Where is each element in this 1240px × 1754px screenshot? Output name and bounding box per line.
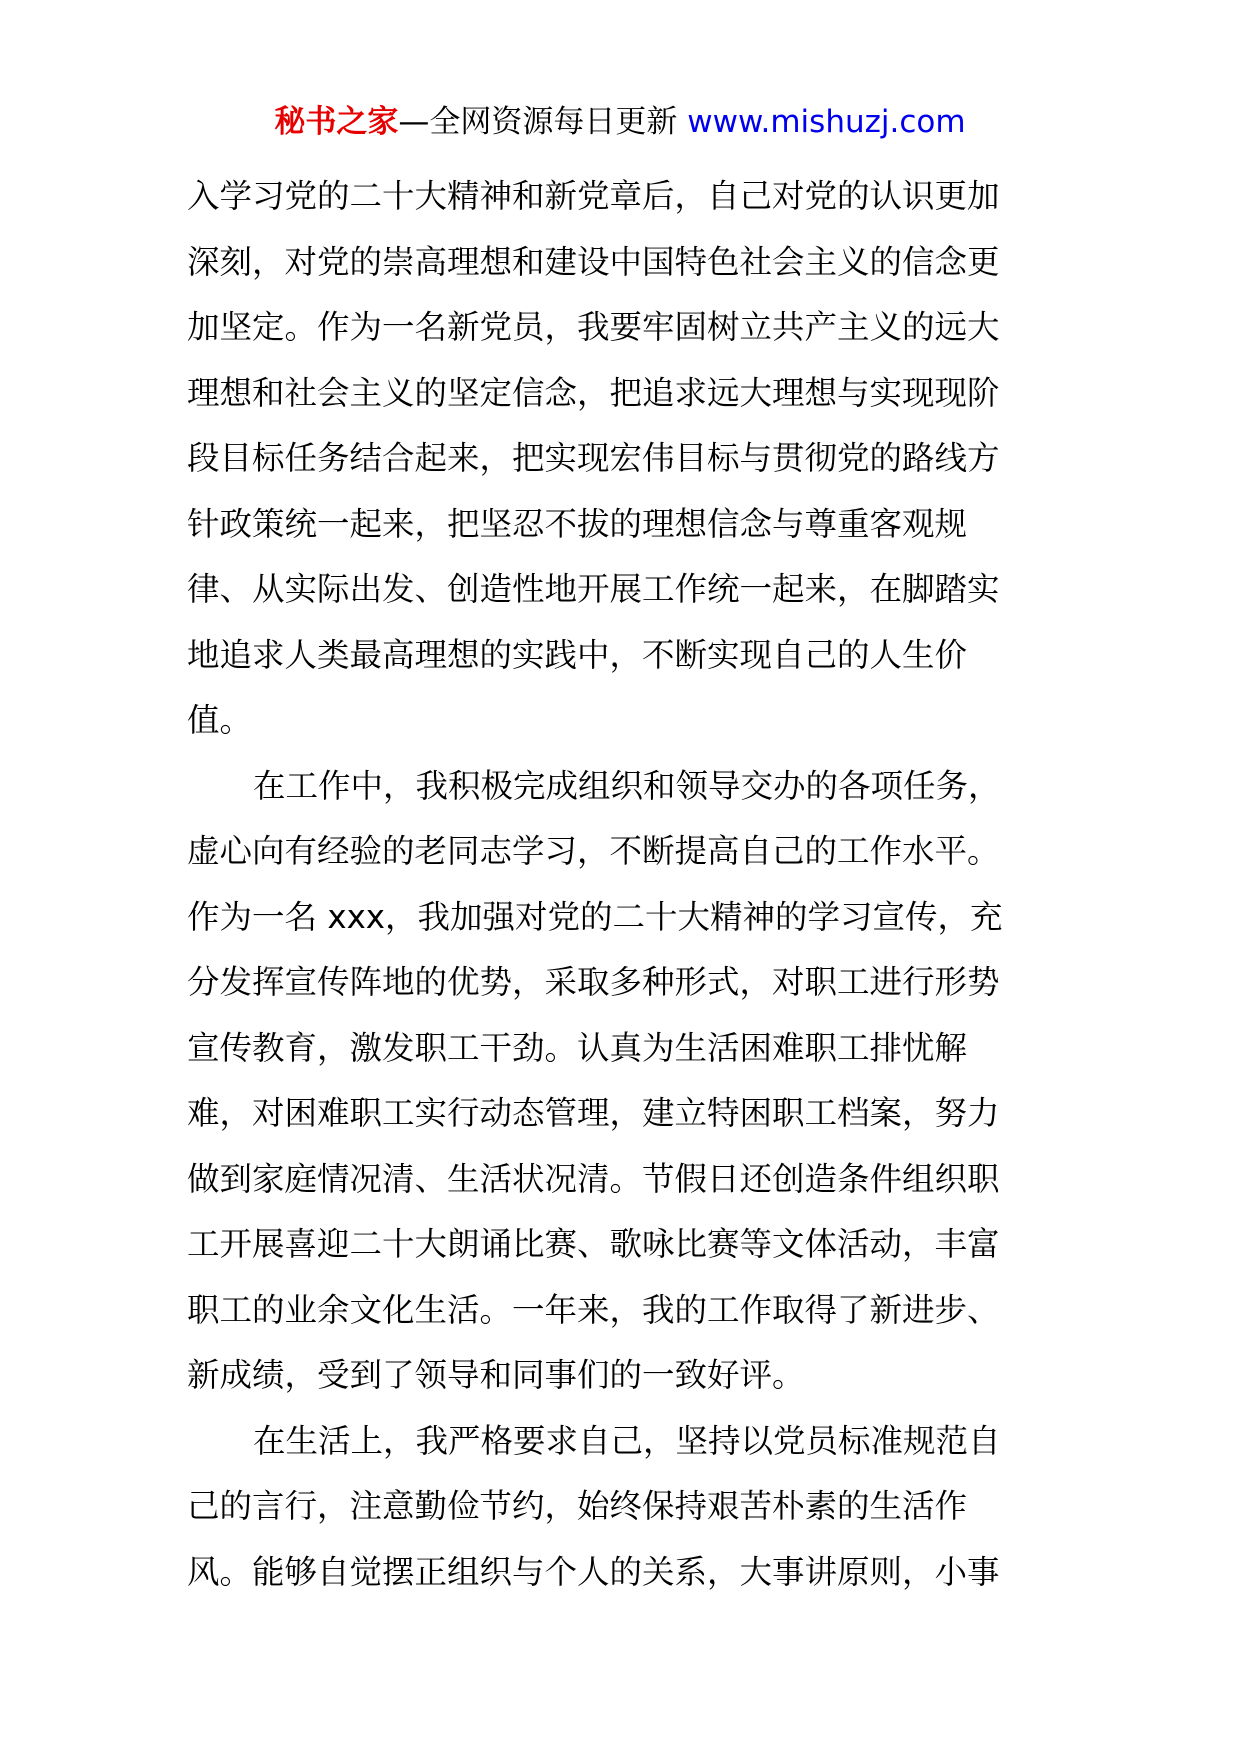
text-line: 地追求人类最高理想的实践中，不断实现自己的人生价	[187, 635, 968, 674]
text-line: 入学习党的二十大精神和新党章后，自己对党的认识更加	[187, 177, 1000, 215]
text-line: 风。能够自觉摆正组织与个人的关系，大事讲原则，小事	[187, 1552, 1000, 1591]
text-line: 深刻，对党的崇高理想和建设中国特色社会主义的信念更	[187, 242, 1000, 281]
text-line: 段目标任务结合起来，把实现宏伟目标与贯彻党的路线方	[187, 439, 1000, 477]
text-line: 律、从实际出发、创造性地开展工作统一起来，在脚踏实	[187, 570, 1000, 608]
text-line: 加坚定。作为一名新党员，我要牢固树立共产主义的远大	[187, 308, 1000, 346]
text-line: 做到家庭情况清、生活状况清。节假日还创造条件组织职	[187, 1159, 1000, 1198]
site-url[interactable]: www.mishuzj.com	[687, 104, 966, 140]
text-line: 分发挥宣传阵地的优势，采取多种形式，对职工进行形势	[187, 963, 1000, 1001]
text-line: 难，对困难职工实行动态管理，建立特困职工档案，努力	[187, 1094, 1000, 1132]
text-line: 职工的业余文化生活。一年来，我的工作取得了新进步、	[187, 1290, 1000, 1329]
header-slogan: —全网资源每日更新	[398, 104, 678, 140]
page-header	[0, 98, 1240, 146]
text-line: 理想和社会主义的坚定信念，把追求远大理想与实现现阶	[187, 373, 1000, 412]
text-line: 工开展喜迎二十大朗诵比赛、歌咏比赛等文体活动，丰富	[187, 1225, 1000, 1263]
text-line: 针政策统一起来，把坚忍不拔的理想信念与尊重客观规	[187, 504, 968, 543]
text-line: 作为一名 xxx，我加强对党的二十大精神的学习宣传，充	[187, 897, 1003, 936]
brand-name: 秘书之家	[274, 104, 399, 140]
text-line: 值。	[187, 701, 253, 739]
text-line: 新成绩，受到了领导和同事们的一致好评。	[187, 1356, 805, 1394]
document-body	[187, 164, 1027, 1605]
paragraph-start-line: 在生活上，我严格要求自己，坚持以党员标准规范自	[253, 1421, 1001, 1460]
text-line: 宣传教育，激发职工干劲。认真为生活困难职工排忧解	[187, 1028, 968, 1067]
text-line: 虚心向有经验的老同志学习，不断提高自己的工作水平。	[187, 832, 1000, 870]
text-line: 己的言行，注意勤俭节约，始终保持艰苦朴素的生活作	[187, 1487, 968, 1525]
paragraph-start-line: 在工作中，我积极完成组织和领导交办的各项任务，	[253, 766, 1001, 805]
